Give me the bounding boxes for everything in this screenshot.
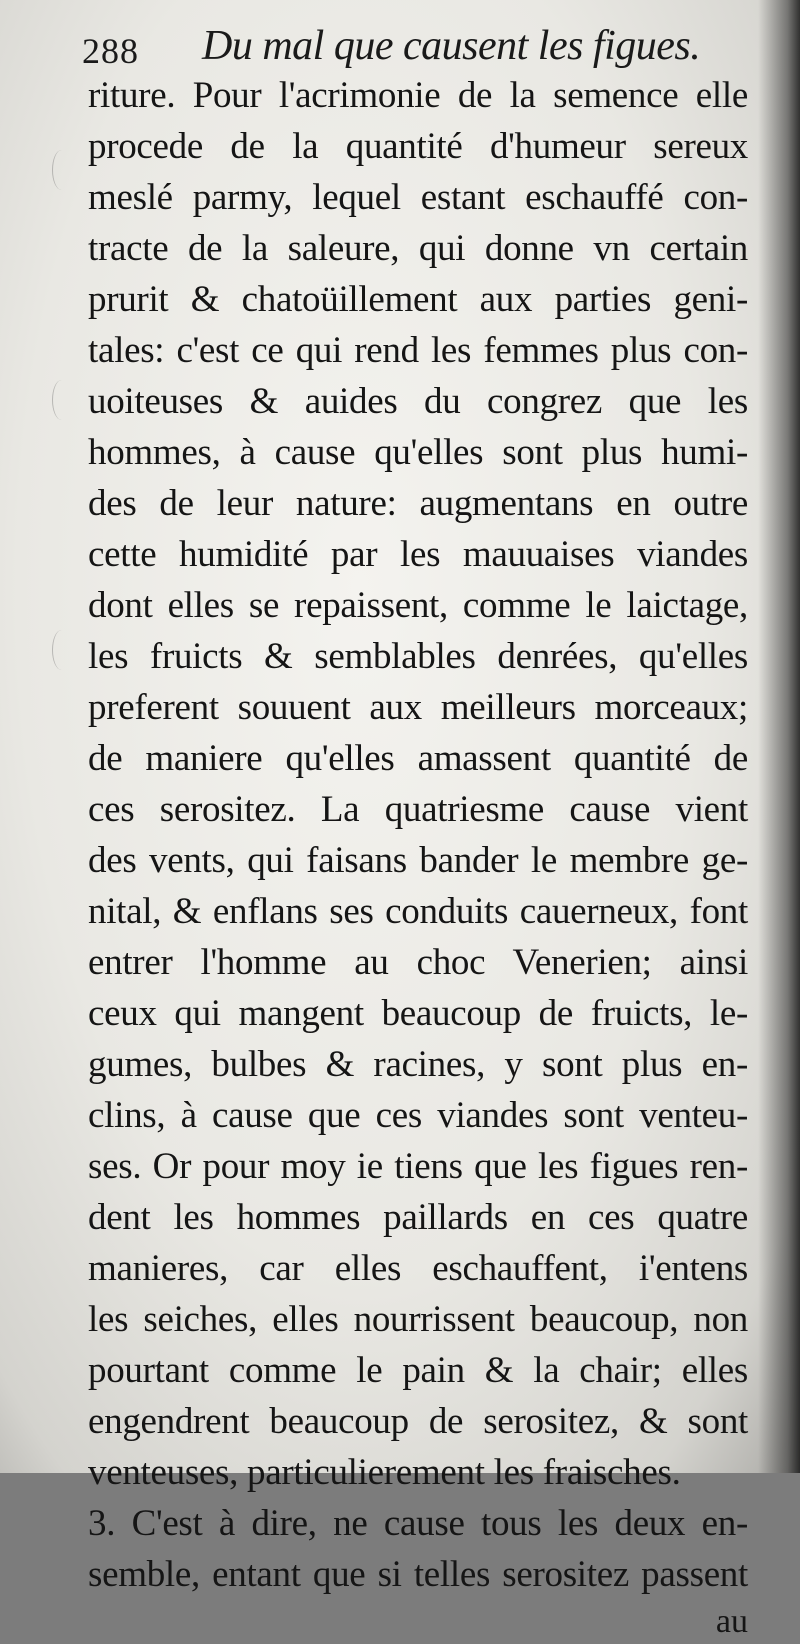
- text-line: les seiches, elles nourrissent beaucoup, non: [88, 1299, 748, 1340]
- page-number: 288: [82, 31, 139, 71]
- text-line: gumes, bulbes & racines, y sont plus en-: [88, 1044, 748, 1085]
- binding-shadow: [758, 0, 800, 1473]
- text-line: uoiteuses & auides du congrez que les: [88, 381, 748, 422]
- text-line: engendrent beaucoup de serositez, & sont: [88, 1401, 748, 1442]
- text-line: tracte de la saleure, qui donne vn certain: [88, 228, 748, 269]
- text-line: des vents, qui faisans bander le membre ge-: [88, 840, 748, 881]
- text-line: dent les hommes paillards en ces quatre: [88, 1197, 748, 1238]
- text-line: meslé parmy, lequel estant eschauffé con-: [88, 177, 748, 218]
- text-line: clins, à cause que ces viandes sont venteu-: [88, 1095, 748, 1136]
- margin-mark: [52, 380, 71, 420]
- text-line: manieres, car elles eschauffent, i'entens: [88, 1248, 748, 1289]
- text-line: des de leur nature: augmentans en outre: [88, 483, 748, 524]
- text-line: cette humidité par les mauuaises viandes: [88, 534, 748, 575]
- text-line: nital, & enflans ses conduits cauerneux, font: [88, 891, 748, 932]
- text-line: ces serositez. La quatriesme cause vient: [88, 789, 748, 830]
- body-text: [88, 70, 748, 1644]
- text-line: venteuses, particulierement les fraisches.: [88, 1452, 681, 1493]
- page-header: [82, 18, 722, 74]
- running-title: Du mal que causent les figues.: [202, 23, 701, 69]
- text-line: ceux qui mangent beaucoup de fruicts, le-: [88, 993, 748, 1034]
- text-line: semble, entant que si telles serositez passent: [88, 1554, 748, 1595]
- text-line: 3. C'est à dire, ne cause tous les deux en-: [88, 1503, 748, 1544]
- text-line: riture. Pour l'acrimonie de la semence elle: [88, 75, 748, 116]
- catchword: au: [715, 1603, 748, 1640]
- text-line: hommes, à cause qu'elles sont plus humi-: [88, 432, 748, 473]
- text-line: procede de la quantité d'humeur sereux: [88, 126, 748, 167]
- text-line: entrer l'homme au choc Venerien; ainsi: [88, 942, 748, 983]
- margin-mark: [52, 150, 71, 190]
- text-line: de maniere qu'elles amassent quantité de: [88, 738, 748, 779]
- text-line: prurit & chatoüillement aux parties geni-: [88, 279, 748, 320]
- text-line: ses. Or pour moy ie tiens que les figues ren-: [88, 1146, 748, 1187]
- text-line: tales: c'est ce qui rend les femmes plus con-: [88, 330, 748, 371]
- margin-mark: [52, 630, 71, 670]
- text-line: dont elles se repaissent, comme le laictage,: [88, 585, 748, 626]
- text-line: preferent souuent aux meilleurs morceaux;: [88, 687, 748, 728]
- text-line: les fruicts & semblables denrées, qu'elles: [88, 636, 748, 677]
- text-line: pourtant comme le pain & la chair; elles: [88, 1350, 748, 1391]
